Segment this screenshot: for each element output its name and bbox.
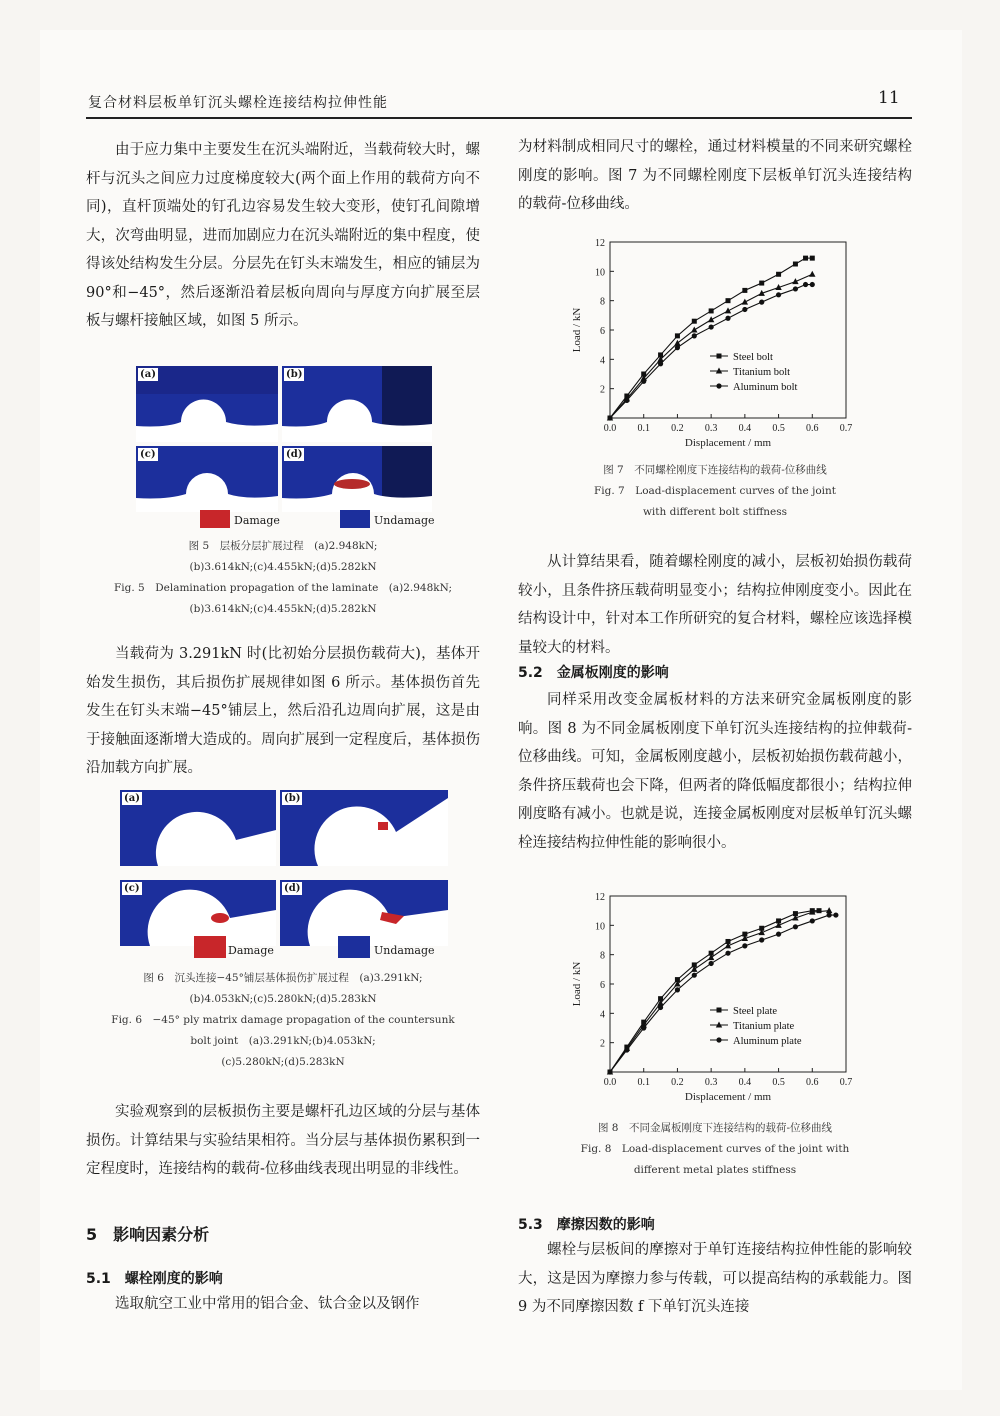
fig5-legend-undamage-swatch [340,510,370,528]
fig7-legend-marker-2 [716,383,721,388]
fig7-ytick-label: 6 [600,326,605,337]
right-para-4: 螺栓与层板间的摩擦对于单钉连接结构拉伸性能的影响较大，这是因为摩擦力参与传载，可以提高结构的承载能力。图 9 为不同摩擦因数 f 下单钉沉头连接 [518,1242,912,1315]
fig8-xtick-label: 0.2 [671,1077,684,1088]
section-5-3-heading: 5.3 摩擦因数的影响 [518,1217,655,1233]
fig7-series-line-1 [610,274,812,418]
fig8-series-2-point [776,932,781,937]
fig7-xtick-label: 0.3 [704,423,718,434]
fig7-series-2-point [725,316,730,321]
fig8-xtick-label: 0.6 [806,1077,819,1088]
fig8-legend-marker-0 [717,1008,722,1013]
fig7-legend-label-1: Titanium bolt [733,367,791,378]
section-5-2-heading: 5.2 金属板刚度的影响 [518,665,669,681]
fig6-panel-a: (a) [120,790,276,866]
fig8-legend-label-1: Titanium plate [733,1021,795,1032]
fig8-legend-label-2: Aluminum plate [733,1036,802,1047]
fig7-ytick-label: 4 [600,355,605,367]
left-para-3: 实验观察到的层板损伤主要是螺杆孔边区域的分层与基体损伤。计算结果与实验结果相符。当分层与基体损伤累积到一定程度时，连接结构的载荷-位移曲线表现出明显的非线性。 [86,1104,480,1177]
fig7-xtick-label: 0.7 [839,423,853,434]
fig8-series-2-point [675,987,680,992]
figure-6 [120,790,450,962]
page-number: 11 [878,88,900,108]
fig8-series-2-point [658,1005,663,1010]
fig7-series-2-point [803,282,808,287]
fig8-series-2-point [742,943,747,948]
fig7-series-0-point [776,272,781,277]
header-rule [86,117,912,119]
fig8-series-2-point [810,918,815,923]
fig7-series-0-point [759,281,764,286]
fig8-xtick-label: 0.3 [704,1077,718,1088]
fig5-panel-a: (a) [136,366,278,442]
fig7-series-0-point [793,262,798,267]
fig6-legend-damage-label: Damage [228,944,274,957]
fig8-series-2-point [641,1025,646,1030]
right-para-2: 从计算结果看，随着螺栓刚度的减小，层板初始损伤载荷较小，且条件挤压载荷明显变小；结构拉伸刚度变小。因此在结构设计中，针对本工作所研究的复合材料，螺栓应该选择模量较大的材料。 [518,554,912,656]
figure-5 [136,366,436,536]
fig7-ytick-label: 12 [595,238,605,249]
fig7-series-1-point [674,340,680,346]
fig7-ytick-label: 10 [595,267,605,279]
fig7-xtick-label: 0.1 [637,423,650,434]
fig8-xtick-label: 0.7 [839,1077,853,1088]
fig6-panel-d: (d) [280,880,448,946]
fig7-xtick-label: 0.0 [603,423,617,434]
fig7-y-axis-label: Load / kN [571,307,583,353]
fig8-series-2-point [725,951,730,956]
section-5-1-heading: 5.1 螺栓刚度的影响 [86,1271,223,1287]
fig7-series-2-point [658,361,663,366]
fig7-series-0-point [726,298,731,303]
fig7-ytick-label: 8 [600,296,605,308]
fig7-series-1-point [725,307,731,313]
fig6-panel-c: (c) [120,880,276,946]
fig8-series-2-point [709,961,714,966]
fig7-series-0-point [692,319,697,324]
fig7-caption: 图 7 不同螺栓刚度下连接结构的载荷-位移曲线 Fig. 7 Load-displacement curves of the joint with different bolt stiffness [594,464,836,518]
fig8-series-2-point [692,973,697,978]
fig5-legend-undamage-label: Undamage [374,514,435,527]
fig6-panel-b-shape [280,790,448,866]
fig7-series-1-point [691,327,697,333]
fig5-panel-d-shape [282,446,432,512]
fig5-panel-d: (d) [282,446,432,512]
fig7-xtick-label: 0.2 [671,423,684,434]
fig7-series-1-point [708,316,714,322]
fig7-series-line-0 [610,258,812,418]
fig6-caption: 图 6 沉头连接−45°铺层基体损伤扩展过程 (a)3.291kN; (b)4.053kN;(c)5.280kN;(d)5.283kN Fig. 6 −45° ply matrix damage propagation of the countersunk bolt joint (a)3.291kN;(b)4.053kN; (c)5.280kN;(d)5.283kN [111,972,455,1068]
fig8-series-2-point [793,924,798,929]
fig7-series-0-point [675,333,680,338]
fig8-series-2-point [827,912,832,917]
fig7-series-2-point [776,292,781,297]
fig8-legend-marker-2 [716,1037,721,1042]
fig7-series-0-point [709,308,714,313]
fig7-xtick-label: 0.6 [806,423,819,434]
figure-7-chart [560,232,870,454]
fig8-ytick-label: 12 [595,892,605,903]
section-5-heading: 5 影响因素分析 [86,1225,210,1244]
fig5-panel-b-shape [282,366,432,442]
fig7-series-0-point [742,288,747,293]
fig5-panel-b: (b) [282,366,432,442]
fig7-xtick-label: 0.5 [772,423,785,434]
fig7-ytick-label: 2 [600,384,605,396]
fig8-xtick-label: 0.4 [738,1077,752,1088]
fig7-series-2-point [793,286,798,291]
fig6-panel-a-shape [120,790,276,866]
fig6-panel-b: (b) [280,790,448,866]
fig7-series-2-point [607,415,612,420]
fig7-series-1-point [742,299,748,305]
fig7-series-2-point [624,398,629,403]
fig8-series-1-point [826,907,832,913]
fig7-series-2-point [641,379,646,384]
fig8-ytick-label: 4 [600,1009,605,1021]
fig7-series-2-point [675,345,680,350]
fig7-series-line-2 [610,285,812,418]
running-header: 复合材料层板单钉沉头螺栓连接结构拉伸性能 [88,95,388,111]
fig5-legend-damage-swatch [200,510,230,528]
figure-8-chart [560,886,870,1108]
fig6-legend-undamage-swatch [338,936,370,958]
fig8-xtick-label: 0.5 [772,1077,785,1088]
fig5-caption: 图 5 层板分层扩展过程 (a)2.948kN; (b)3.614kN;(c)4.455kN;(d)5.282kN Fig. 5 Delamination propagation of the laminate (a)2.948kN; (b)3.614kN;(c)4.455kN;(d)5.282kN [113,540,453,615]
fig7-series-2-point [709,324,714,329]
fig8-series-line-1 [610,911,829,1072]
fig6-legend-undamage-label: Undamage [374,944,435,957]
fig8-y-axis-label: Load / kN [571,961,583,1007]
fig7-legend-label-0: Steel bolt [733,352,773,363]
fig7-plot-frame [610,242,846,418]
fig8-ytick-label: 8 [600,950,605,962]
fig7-series-0-point [803,256,808,261]
fig7-series-2-point [742,307,747,312]
fig7-legend-marker-0 [717,354,722,359]
fig7-series-2-point [759,300,764,305]
left-para-4: 选取航空工业中常用的铝合金、钛合金以及钢作 [115,1296,420,1312]
right-para-1: 为材料制成相同尺寸的螺栓，通过材料模量的不同来研究螺栓刚度的影响。图 7 为不同螺栓刚度下层板单钉沉头连接结构的载荷-位移曲线。 [518,139,912,212]
fig8-series-2-point [833,912,838,917]
fig7-xtick-label: 0.4 [738,423,752,434]
fig7-series-2-point [692,333,697,338]
fig7-series-1-point [809,271,815,277]
fig8-series-2-point [624,1047,629,1052]
fig8-series-line-2 [610,915,836,1072]
fig8-xtick-label: 0.0 [603,1077,617,1088]
fig8-ytick-label: 6 [600,980,605,991]
fig8-ytick-label: 2 [600,1038,605,1050]
fig7-series-0-point [810,256,815,261]
left-para-2: 当载荷为 3.291kN 时(比初始分层损伤载荷大)，基体开始发生损伤，其后损伤扩展规律如图 6 所示。基体损伤首先发生在钉头末端−45°铺层上，然后沿孔边周向扩展，这是由于接触面逐渐增大造成的。周向扩展到一定程度后，基体损伤沿加载方向扩展。 [86,646,480,776]
right-para-3: 同样采用改变金属板材料的方法来研究金属板刚度的影响。图 8 为不同金属板刚度下单钉沉头连接结构的拉伸载荷-位移曲线。可知，金属板刚度越小，层板初始损伤载荷越小，条件挤压载荷也会下降，但两者的降低幅度都很小；结构拉伸刚度略有减小。也就是说，连接金属板刚度对层板单钉沉头螺栓连接结构拉伸性能的影响很小。 [518,692,912,851]
fig8-x-axis-label: Displacement / mm [684,1091,772,1103]
fig8-series-0-point [817,908,822,913]
fig5-legend-damage-label: Damage [234,514,280,527]
fig8-series-2-point [607,1069,612,1074]
fig8-caption: 图 8 不同金属板刚度下连接结构的载荷-位移曲线 Fig. 8 Load-displacement curves of the joint with different metal plates stiffness [580,1122,850,1176]
fig7-series-2-point [810,282,815,287]
fig5-panel-c: (c) [136,446,278,512]
fig6-legend-damage-swatch [194,936,226,958]
fig8-xtick-label: 0.1 [637,1077,650,1088]
fig7-legend-label-2: Aluminum bolt [733,382,798,393]
left-para-1: 由于应力集中主要发生在沉头端附近，当载荷较大时，螺杆与沉头之间应力过度梯度较大(两个面上作用的载荷方向不同)，直杆顶端处的钉孔边容易发生较大变形，使钉孔间隙增大，次弯曲明显，进而加剧应力在沉头端附近的集中程度，使得该处结构发生分层。分层先在钉头末端发生，相应的铺层为90°和−45°，然后逐渐沿着层板向周向与厚度方向扩展至层板与螺杆接触区域，如图 5 所示。 [86,142,480,329]
fig7-x-axis-label: Displacement / mm [684,437,772,449]
fig8-legend-label-0: Steel plate [733,1006,778,1017]
fig8-ytick-label: 10 [595,921,605,933]
fig8-series-2-point [759,937,764,942]
fig8-series-line-0 [610,911,819,1072]
